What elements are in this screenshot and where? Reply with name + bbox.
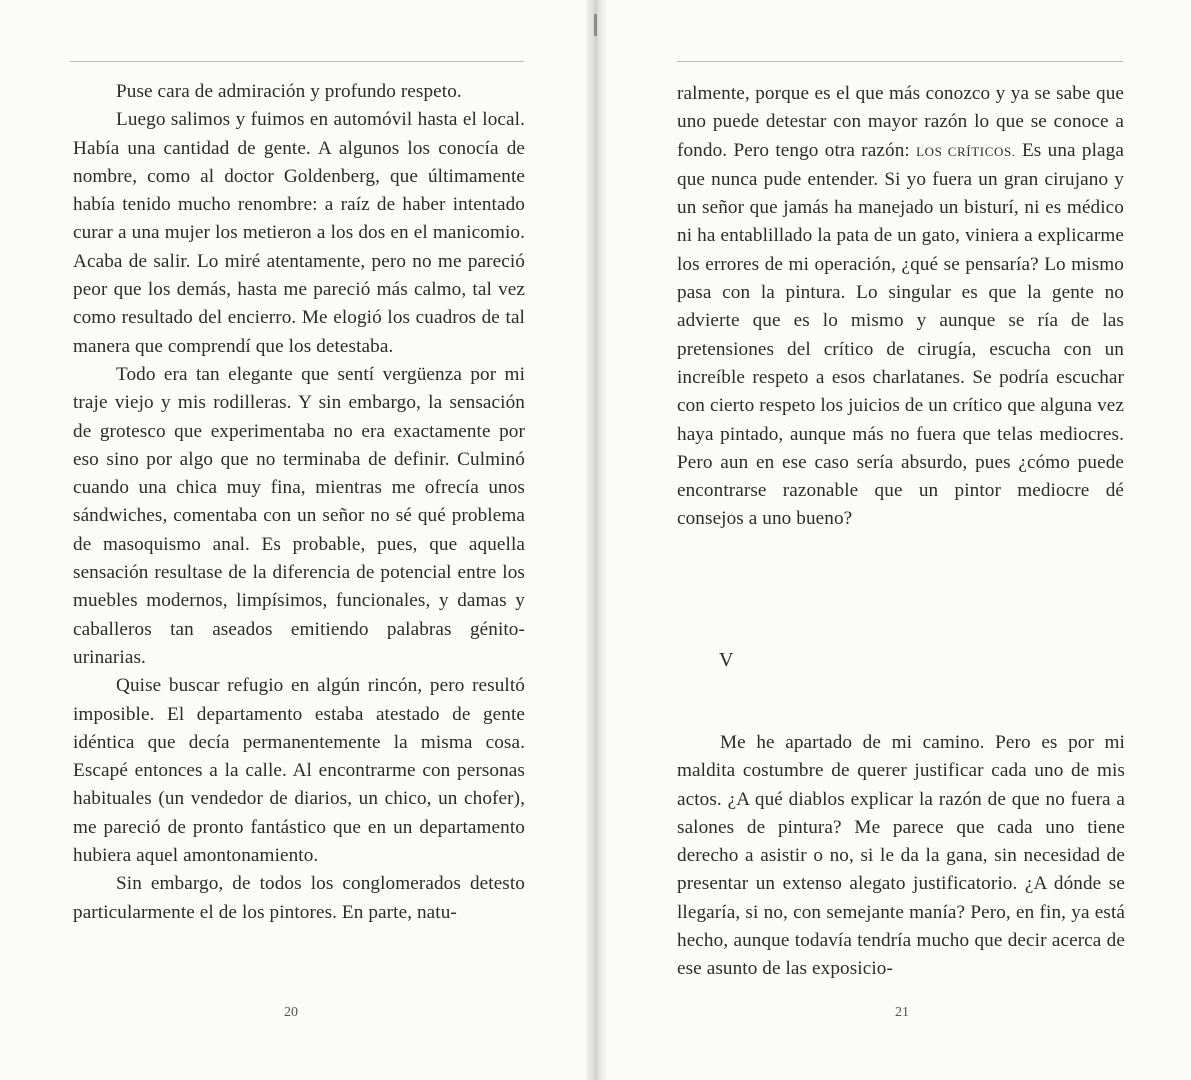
- left-header-rule: [70, 61, 524, 62]
- paragraph: [677, 80, 1124, 534]
- left-page-text: [73, 78, 525, 927]
- smallcaps-term: LOS CRÍTICOS.: [916, 143, 1016, 159]
- paragraph: Luego salimos y fuimos en automóvil hasta el local. Había una cantidad de gente. A algunos los conocía de nombre, como al doctor Goldenberg, que últimamente había tenido mucho renombre: a raíz de haber intentado curar a una mujer los metieron a los dos en el manicomio. Acaba de salir. Lo miré atentamente, pero no me pareció peor que los demás, hasta me pareció más calmo, tal vez como resultado del encierro. Me elogió los cuadros de tal manera que comprendí que los detestaba.: [73, 109, 525, 357]
- book-gutter: [586, 0, 606, 1080]
- right-page-text-top: [677, 80, 1124, 534]
- binding-mark: [594, 14, 597, 36]
- page-number-left: 20: [284, 1005, 298, 1020]
- page-number-right: 21: [895, 1005, 909, 1020]
- paragraph: Puse cara de admiración y profundo respeto.: [116, 81, 462, 102]
- chapter-heading: V: [719, 649, 734, 671]
- paragraph: Me he apartado de mi camino. Pero es por mi maldita costumbre de querer justificar cada uno de mis actos. ¿A qué diablos explicar la razón de que no fuera a salones de pintura? Me parece que cada uno tiene derecho a asistir o no, si le da la gana, sin necesidad de presentar un extenso alegato justificatorio. ¿A dónde se llegaría, si no, con semejante manía? Pero, en fin, ya está hecho, aunque todavía tendría mucho que decir acerca de ese asunto de las exposicio-: [677, 732, 1125, 980]
- right-header-rule: [677, 61, 1123, 62]
- paragraph: Quise buscar refugio en algún rincón, pero resultó imposible. El departamento estaba atestado de gente idéntica que decía permanentemente la misma cosa. Escapé entonces a la calle. Al encontrarme con personas habituales (un vendedor de diarios, un chico, un chofer), me pareció de pronto fantástico que en un departamento hubiera aquel amontonamiento.: [73, 675, 525, 867]
- paragraph-part: ralmente, porque es el que más conozco y ya se sabe que uno puede detestar con mayor razón lo que se conoce a fondo. Pero tengo otra razón:: [677, 83, 1124, 161]
- paragraph-part: Es una plaga que nunca pude entender. Si yo fuera un gran cirujano y un señor que jamás ha manejado un bisturí, ni es médico ni ha entablillado la pata de un gato, viniera a explicarme los errores de mi operación, ¿qué se pensaría? Lo mismo pasa con la pintura. Lo singular es que la gente no advierte que es lo mismo y aunque se ría de las pretensiones del crítico de cirugía, escucha con un increíble respeto a esos charlatanes. Se podría escuchar con cierto respeto los juicios de un crítico que alguna vez haya pintado, aunque más no fuera que telas mediocres. Pero aun en ese caso sería absurdo, pues ¿cómo puede encontrarse razonable que un pintor mediocre dé consejos a uno bueno?: [677, 139, 1124, 530]
- right-page-text-bottom: [677, 729, 1125, 984]
- paragraph: Todo era tan elegante que sentí vergüenza por mi traje viejo y mis rodilleras. Y sin embargo, la sensación de grotesco que experimentaba no era exactamente por eso sino por algo que no terminaba de definir. Culminó cuando una chica muy fina, mientras me ofrecía unos sándwiches, comentaba con un señor no sé qué problema de masoquismo anal. Es probable, pues, que aquella sensación resultase de la diferencia de potencial entre los muebles modernos, limpísimos, funcionales, y damas y caballeros tan aseados emitiendo palabras génito-urinarias.: [73, 363, 525, 668]
- paragraph: Sin embargo, de todos los conglomerados detesto particularmente el de los pintores. En parte, natu-: [73, 873, 525, 923]
